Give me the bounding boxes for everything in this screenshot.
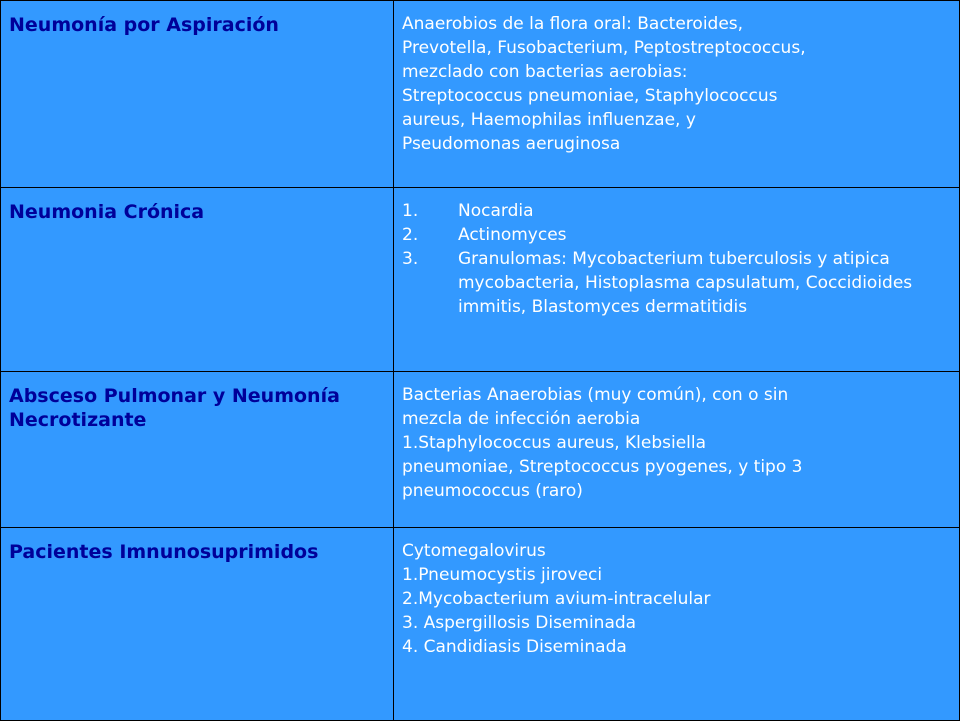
row-details bbox=[394, 1, 960, 188]
detail-line: Streptococcus pneumoniae, Staphylococcus bbox=[402, 86, 778, 106]
row-label: Absceso Pulmonar y Neumonía Necrotizante bbox=[1, 372, 394, 528]
table-row bbox=[1, 372, 960, 528]
list-item bbox=[402, 223, 951, 247]
table-row bbox=[1, 1, 960, 188]
list-text: Granulomas: Mycobacterium tuberculosis y atipica mycobacteria, Histoplasma capsulatum, Coccidioides immitis, Blastomyces dermatitidis bbox=[458, 249, 913, 317]
detail-line: mezcla de infección aerobia bbox=[402, 409, 641, 429]
detail-line: Bacterias Anaerobias (muy común), con o sin bbox=[402, 385, 789, 405]
row-label: Pacientes Imnunosuprimidos bbox=[1, 528, 394, 721]
list-number: 3. bbox=[402, 249, 419, 269]
list-text: Actinomyces bbox=[458, 225, 567, 245]
detail-line: Pseudomonas aeruginosa bbox=[402, 134, 621, 154]
detail-line: 1.Pneumocystis jiroveci bbox=[402, 565, 603, 585]
detail-line: 1.Staphylococcus aureus, Klebsiella bbox=[402, 433, 707, 453]
detail-line: Prevotella, Fusobacterium, Peptostreptococcus, bbox=[402, 38, 806, 58]
detail-line: 2.Mycobacterium avium-intracelular bbox=[402, 589, 711, 609]
row-details bbox=[394, 188, 960, 372]
list-item bbox=[402, 199, 951, 223]
detail-line: mezclado con bacterias aerobias: bbox=[402, 62, 688, 82]
table-row bbox=[1, 528, 960, 721]
detail-line: Cytomegalovirus bbox=[402, 541, 546, 561]
row-details bbox=[394, 528, 960, 721]
detail-line: pneumoniae, Streptococcus pyogenes, y tipo 3 bbox=[402, 457, 803, 477]
table-row bbox=[1, 188, 960, 372]
detail-line: 3. Aspergillosis Diseminada bbox=[402, 613, 637, 633]
list-text: Nocardia bbox=[458, 201, 534, 221]
detail-line: pneumococcus (raro) bbox=[402, 481, 583, 501]
row-label: Neumonia Crónica bbox=[1, 188, 394, 372]
detail-line: aureus, Haemophilas influenzae, y bbox=[402, 110, 696, 130]
row-label: Neumonía por Aspiración bbox=[1, 1, 394, 188]
detail-line: 4. Candidiasis Diseminada bbox=[402, 637, 627, 657]
list-number: 1. bbox=[402, 201, 419, 221]
detail-line: Anaerobios de la flora oral: Bacteroides, bbox=[402, 14, 744, 34]
list-item bbox=[402, 247, 951, 319]
list-number: 2. bbox=[402, 225, 419, 245]
numbered-list bbox=[402, 199, 951, 319]
row-details bbox=[394, 372, 960, 528]
